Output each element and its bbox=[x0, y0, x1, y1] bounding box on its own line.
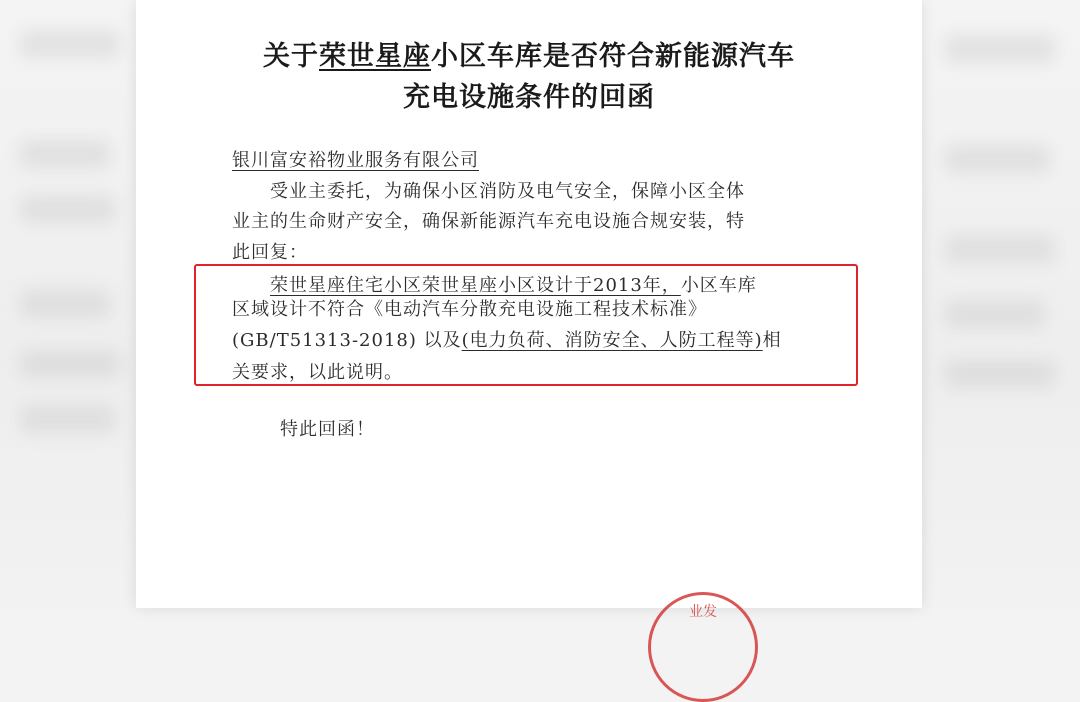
official-seal bbox=[648, 592, 758, 702]
document-title-line-1 bbox=[136, 34, 922, 73]
blur-shape bbox=[20, 405, 115, 433]
blur-shape bbox=[20, 290, 110, 318]
blur-shape bbox=[20, 350, 120, 378]
paragraph-2-line-2: 区域设计不符合《电动汽车分散充电设施工程技术标准》 bbox=[232, 299, 707, 320]
blur-shape bbox=[945, 35, 1055, 63]
blur-shape bbox=[20, 30, 120, 58]
standard-code: (GB/T51313-2018) 以及 bbox=[232, 330, 462, 351]
blur-shape bbox=[20, 195, 115, 223]
paragraph-1-line-2: 业主的生命财产安全，确保新能源汽车充电设施合规安装，特 bbox=[232, 211, 745, 232]
paragraph-1-line-3: 此回复： bbox=[232, 242, 308, 263]
blur-shape bbox=[20, 140, 110, 168]
document-title-line-2: 充电设施条件的回函 bbox=[403, 82, 655, 113]
title-suffix: 小区车库是否符合新能源汽车 bbox=[431, 41, 795, 72]
blur-shape bbox=[945, 300, 1045, 328]
requirements-list: (电力负荷、消防安全、人防工程等) bbox=[461, 330, 763, 351]
blur-shape bbox=[945, 360, 1055, 388]
document-page bbox=[136, 0, 922, 620]
design-year-statement: 荣世星座住宅小区荣世星座小区设计于2013年， bbox=[270, 275, 681, 296]
title-community-name: 荣世星座 bbox=[319, 41, 431, 72]
closing-statement: 特此回函！ bbox=[280, 419, 375, 440]
paragraph-1-line-1: 受业主委托，为确保小区消防及电气安全，保障小区全体 bbox=[270, 181, 745, 202]
recipient: 银川富安裕物业服务有限公司 bbox=[232, 150, 479, 171]
seal-text: 业发 bbox=[689, 604, 717, 620]
paragraph-2-line-1-tail: 小区车库 bbox=[680, 275, 757, 296]
blur-shape bbox=[945, 235, 1055, 263]
paragraph-2-line-4: 关要求，以此说明。 bbox=[232, 362, 403, 383]
red-highlight-box bbox=[194, 264, 858, 386]
paragraph-2-line-3-tail: 相 bbox=[762, 330, 782, 351]
title-prefix: 关于 bbox=[263, 41, 319, 72]
blur-shape bbox=[945, 145, 1050, 173]
